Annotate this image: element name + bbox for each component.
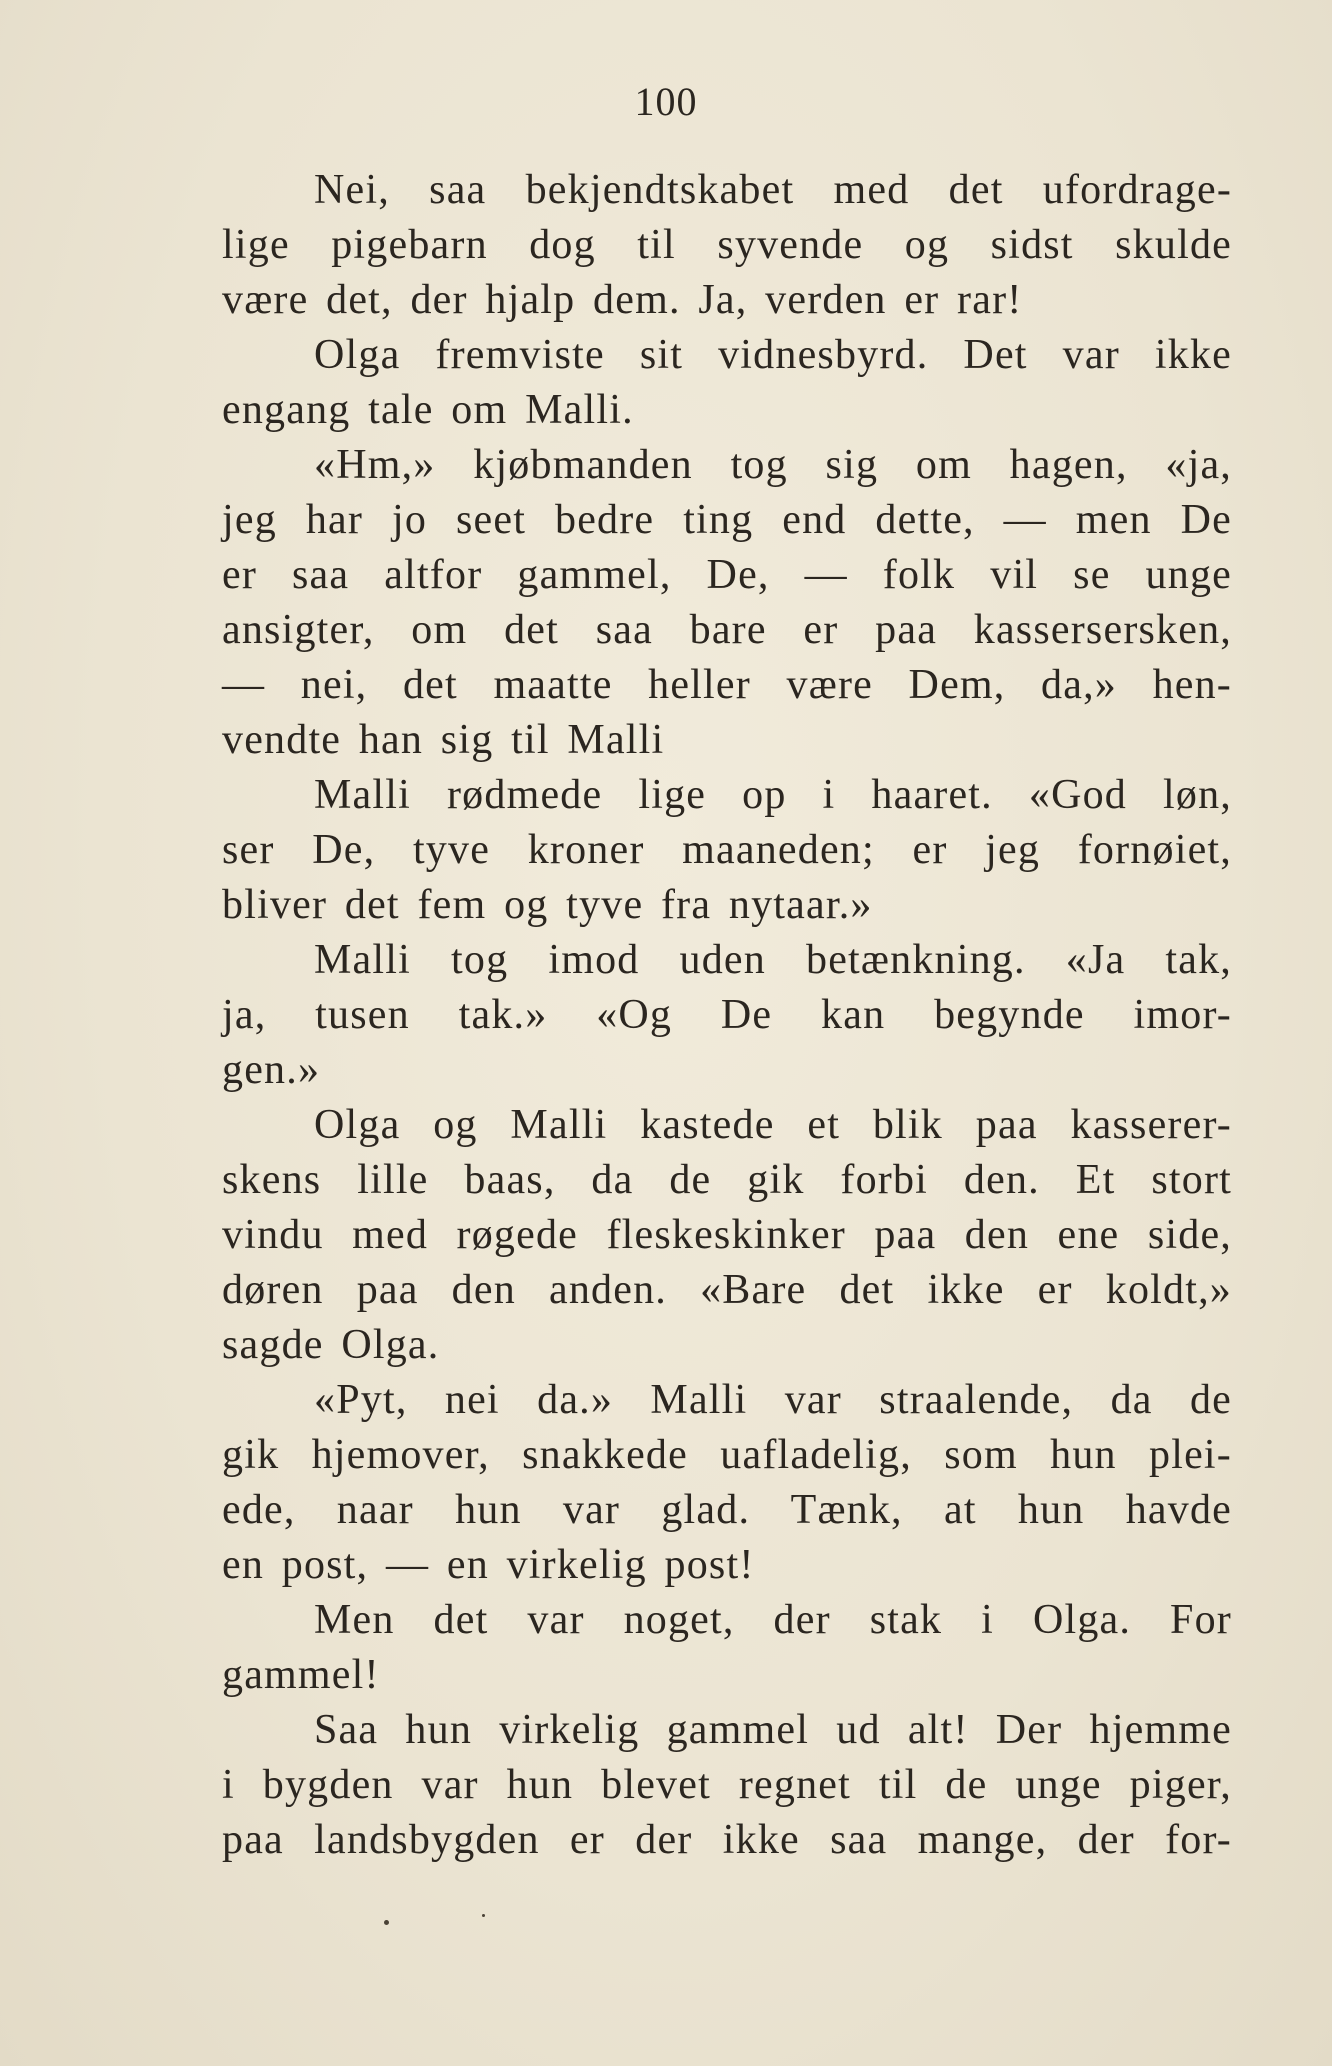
text-line: vendte han sig til Malli <box>222 717 665 763</box>
text-line: ede, naar hun var glad. Tænk, at hun havde <box>222 1487 1232 1533</box>
text-line: bliver det fem og tyve fra nytaar.» <box>222 882 873 928</box>
text-line: ser De, tyve kroner maaneden; er jeg fornøiet, <box>222 827 1232 873</box>
text-line: paa landsbygden er der ikke saa mange, der for- <box>222 1817 1232 1863</box>
text-line: engang tale om Malli. <box>222 387 634 433</box>
text-line: er saa altfor gammel, De, — folk vil se unge <box>222 552 1232 598</box>
text-line: Saa hun virkelig gammel ud alt! Der hjemme <box>314 1707 1232 1753</box>
text-line: jeg har jo seet bedre ting end dette, — men De <box>222 497 1232 543</box>
text-line: ja, tusen tak.» «Og De kan begynde imor- <box>222 992 1232 1038</box>
text-line: «Hm,» kjøbmanden tog sig om hagen, «ja, <box>314 442 1232 488</box>
text-line: gen.» <box>222 1047 321 1093</box>
text-line: vindu med røgede fleskeskinker paa den ene side, <box>222 1212 1232 1258</box>
text-line: Malli tog imod uden betænkning. «Ja tak, <box>314 937 1232 983</box>
body-text <box>222 163 1232 1868</box>
text-line: gik hjemover, snakkede uafladelig, som hun plei- <box>222 1432 1232 1478</box>
text-line: — nei, det maatte heller være Dem, da,» hen- <box>222 662 1232 708</box>
page-number: 100 <box>634 79 698 124</box>
text-line: lige pigebarn dog til syvende og sidst skulde <box>222 222 1232 268</box>
text-line: en post, — en virkelig post! <box>222 1542 755 1588</box>
print-speck <box>482 1914 485 1917</box>
text-line: skens lille baas, da de gik forbi den. Et stort <box>222 1157 1232 1203</box>
text-line: ansigter, om det saa bare er paa kassersersken, <box>222 607 1232 653</box>
text-line: Men det var noget, der stak i Olga. For <box>314 1597 1232 1643</box>
text-line: sagde Olga. <box>222 1322 440 1368</box>
text-line: gammel! <box>222 1652 380 1698</box>
text-line: Olga og Malli kastede et blik paa kasserer- <box>314 1102 1232 1148</box>
text-line: Olga fremviste sit vidnesbyrd. Det var ikke <box>314 332 1232 378</box>
print-speck <box>384 1920 389 1925</box>
text-line: Malli rødmede lige op i haaret. «God løn, <box>314 772 1232 818</box>
text-line: i bygden var hun blevet regnet til de unge piger, <box>222 1762 1232 1808</box>
text-line: «Pyt, nei da.» Malli var straalende, da de <box>314 1377 1232 1423</box>
text-line: være det, der hjalp dem. Ja, verden er rar! <box>222 277 1023 323</box>
text-line: døren paa den anden. «Bare det ikke er koldt,» <box>222 1267 1232 1313</box>
text-line: Nei, saa bekjendtskabet med det ufordrage- <box>314 167 1232 213</box>
